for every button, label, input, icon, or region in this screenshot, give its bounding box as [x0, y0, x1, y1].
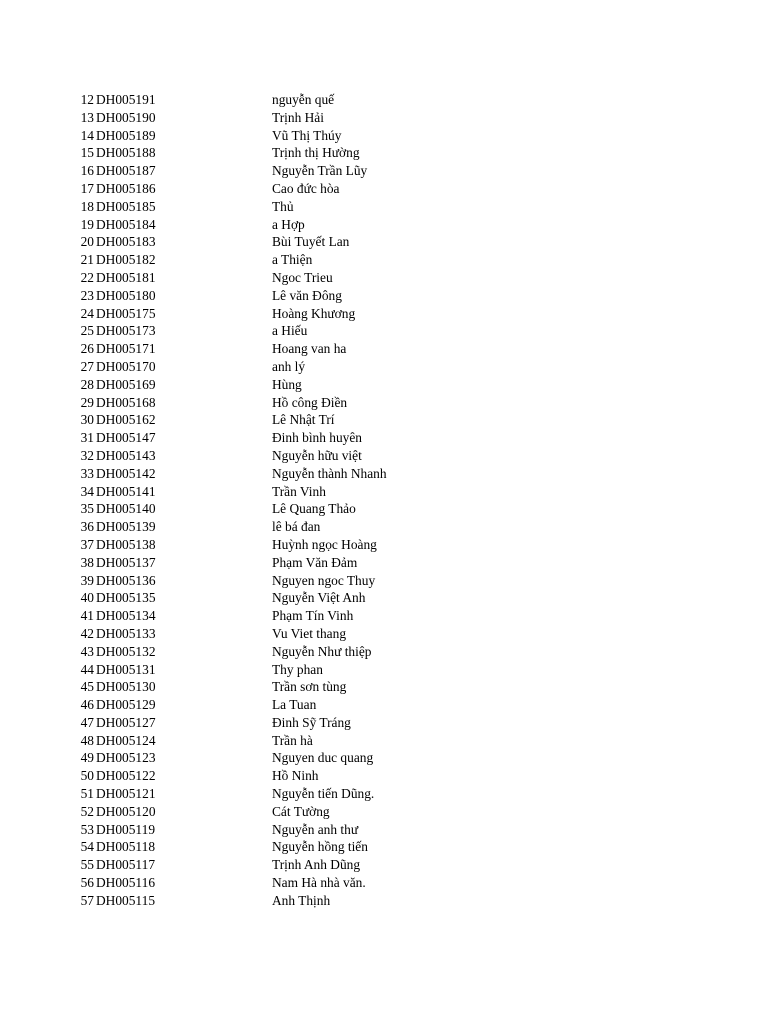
row-number: 44 [80, 661, 94, 677]
order-code: DH005136 [96, 572, 156, 588]
customer-name: Trần hà [272, 732, 313, 748]
order-code: DH005181 [96, 269, 156, 285]
order-code: DH005115 [96, 892, 156, 908]
table-row [0, 91, 768, 109]
table-row [0, 500, 768, 518]
customer-name: Nguyen duc quang [272, 750, 374, 766]
table-row [0, 144, 768, 162]
table-row [0, 892, 768, 910]
order-code: DH005173 [96, 323, 156, 339]
order-code: DH005140 [96, 501, 156, 517]
row-number: 31 [80, 430, 94, 446]
customer-name: Vu Viet thang [272, 625, 347, 641]
row-number: 28 [80, 376, 94, 392]
order-code: DH005116 [96, 875, 156, 891]
customer-name: Hoang van ha [272, 341, 347, 357]
customer-name: Hồ Ninh [272, 768, 319, 784]
order-code: DH005180 [96, 287, 156, 303]
row-number: 47 [80, 714, 94, 730]
customer-name: Nguyễn Trần Lũy [272, 163, 368, 179]
customer-name: Lê Nhật Trí [272, 412, 335, 428]
order-code: DH005141 [96, 483, 156, 499]
table-row [0, 589, 768, 607]
customer-name: Phạm Văn Đảm [272, 554, 358, 570]
row-number: 13 [80, 109, 94, 125]
customer-name: Hùng [272, 376, 302, 392]
customer-name: lê bá đan [272, 519, 321, 535]
table-row [0, 251, 768, 269]
table-row [0, 625, 768, 643]
customer-name: Nguyen ngoc Thuy [272, 572, 376, 588]
table-row [0, 305, 768, 323]
table-row [0, 233, 768, 251]
customer-name: Nguyễn hữu việt [272, 447, 362, 463]
order-code: DH005134 [96, 608, 156, 624]
table-row [0, 109, 768, 127]
customer-name: Nguyễn anh thư [272, 821, 359, 837]
order-code: DH005122 [96, 768, 156, 784]
order-code: DH005184 [96, 216, 156, 232]
table-row [0, 732, 768, 750]
row-number: 14 [80, 127, 94, 143]
order-code: DH005168 [96, 394, 156, 410]
table-row [0, 180, 768, 198]
table-row [0, 483, 768, 501]
table-row [0, 340, 768, 358]
customer-name: Trịnh thị Hường [272, 145, 360, 161]
order-code: DH005170 [96, 358, 156, 374]
row-number: 33 [80, 465, 94, 481]
row-number: 36 [80, 519, 94, 535]
table-row [0, 767, 768, 785]
row-number: 23 [80, 287, 94, 303]
table-row [0, 216, 768, 234]
order-code: DH005123 [96, 750, 156, 766]
order-code: DH005191 [96, 92, 156, 107]
row-number: 17 [80, 180, 94, 196]
table-row [0, 821, 768, 839]
row-number: 53 [80, 821, 94, 837]
table-row [0, 198, 768, 216]
customer-name: Vũ Thị Thúy [272, 127, 342, 143]
row-number: 41 [80, 608, 94, 624]
customer-name: Đinh bình huyên [272, 430, 363, 446]
row-number: 55 [80, 857, 94, 873]
customer-name: Nguyễn Như thiệp [272, 643, 372, 659]
order-code: DH005187 [96, 163, 156, 179]
row-number: 54 [80, 839, 94, 855]
table-row [0, 696, 768, 714]
order-code: DH005190 [96, 109, 156, 125]
table-row [0, 643, 768, 661]
row-number: 50 [80, 768, 94, 784]
table-row [0, 536, 768, 554]
customer-name: Cát Tường [272, 803, 330, 819]
order-code: DH005138 [96, 536, 156, 552]
order-code: DH005133 [96, 625, 156, 641]
table-row [0, 127, 768, 145]
order-code: DH005143 [96, 447, 156, 463]
row-number: 32 [80, 447, 94, 463]
customer-name: Nam Hà nhà văn. [272, 875, 366, 891]
customer-name: Trịnh Anh Dũng [272, 857, 361, 873]
customer-name: Trịnh Hải [272, 109, 324, 125]
row-number: 46 [80, 697, 94, 713]
order-code: DH005124 [96, 732, 156, 748]
order-code: DH005137 [96, 554, 156, 570]
customer-name: Lê văn Đông [272, 287, 342, 303]
order-code: DH005188 [96, 145, 156, 161]
customer-name: a Hợp [272, 216, 305, 232]
row-number: 12 [80, 92, 94, 107]
customer-name: Trần sơn tùng [272, 679, 347, 695]
table-row [0, 678, 768, 696]
row-number: 51 [80, 786, 94, 802]
row-number: 45 [80, 679, 94, 695]
row-number: 25 [80, 323, 94, 339]
customer-name: Lê Quang Thảo [272, 501, 356, 517]
table-row [0, 287, 768, 305]
table-row [0, 358, 768, 376]
customer-name: Hoàng Khương [272, 305, 356, 321]
order-code: DH005175 [96, 305, 156, 321]
order-code: DH005121 [96, 786, 156, 802]
customer-name: Đinh Sỹ Tráng [272, 714, 351, 730]
order-code: DH005171 [96, 341, 156, 357]
table-row [0, 429, 768, 447]
order-code: DH005130 [96, 679, 156, 695]
table-row [0, 394, 768, 412]
order-code: DH005117 [96, 857, 156, 873]
order-code: DH005142 [96, 465, 156, 481]
customer-name: a Thiện [272, 252, 313, 268]
row-number: 39 [80, 572, 94, 588]
row-number: 57 [80, 892, 94, 908]
row-number: 21 [80, 252, 94, 268]
row-number: 42 [80, 625, 94, 641]
row-number: 37 [80, 536, 94, 552]
customer-name: Huỳnh ngọc Hoàng [272, 536, 377, 552]
order-code: DH005183 [96, 234, 156, 250]
customer-name: anh lý [272, 358, 306, 374]
table-row [0, 785, 768, 803]
table-row [0, 607, 768, 625]
table-row [0, 749, 768, 767]
customer-name: Trần Vinh [272, 483, 326, 499]
order-code: DH005185 [96, 198, 156, 214]
customer-name: Thủ [272, 198, 294, 214]
customer-name: nguyễn quế [272, 92, 335, 107]
row-number: 40 [80, 590, 94, 606]
row-number: 15 [80, 145, 94, 161]
row-number: 18 [80, 198, 94, 214]
table-row [0, 376, 768, 394]
row-number: 19 [80, 216, 94, 232]
table-row [0, 874, 768, 892]
order-code: DH005169 [96, 376, 156, 392]
table-row [0, 322, 768, 340]
customer-name: Nguyễn tiến Dũng. [272, 786, 375, 802]
row-number: 22 [80, 269, 94, 285]
customer-name: a Hiếu [272, 323, 308, 339]
order-code: DH005182 [96, 252, 156, 268]
customer-name: Hồ công Điền [272, 394, 348, 410]
customer-name: Nguyễn Việt Anh [272, 590, 366, 606]
order-code: DH005186 [96, 180, 156, 196]
order-code: DH005147 [96, 430, 156, 446]
table-row [0, 554, 768, 572]
customer-name: Phạm Tín Vinh [272, 608, 354, 624]
table-row [0, 518, 768, 536]
customer-name: Ngoc Trieu [272, 269, 333, 285]
row-number: 30 [80, 412, 94, 428]
order-code: DH005139 [96, 519, 156, 535]
row-number: 43 [80, 643, 94, 659]
customer-name: Nguyễn hồng tiến [272, 839, 368, 855]
order-code: DH005132 [96, 643, 156, 659]
table-row [0, 447, 768, 465]
row-number: 34 [80, 483, 94, 499]
order-code: DH005119 [96, 821, 156, 837]
order-code: DH005135 [96, 590, 156, 606]
table-row [0, 714, 768, 732]
document-table [0, 91, 768, 910]
row-number: 48 [80, 732, 94, 748]
order-code: DH005118 [96, 839, 156, 855]
table-row [0, 465, 768, 483]
customer-name: Nguyễn thành Nhanh [272, 465, 387, 481]
row-number: 29 [80, 394, 94, 410]
order-code: DH005120 [96, 803, 156, 819]
row-number: 27 [80, 358, 94, 374]
row-number: 52 [80, 803, 94, 819]
customer-name: Cao đức hòa [272, 180, 340, 196]
row-number: 24 [80, 305, 94, 321]
order-code: DH005131 [96, 661, 156, 677]
customer-name: Bùi Tuyết Lan [272, 234, 350, 250]
row-number: 56 [80, 875, 94, 891]
order-code: DH005162 [96, 412, 156, 428]
order-code: DH005129 [96, 697, 156, 713]
customer-name: La Tuan [272, 697, 317, 713]
row-number: 26 [80, 341, 94, 357]
table-row [0, 269, 768, 287]
table-row [0, 803, 768, 821]
row-number: 16 [80, 163, 94, 179]
row-number: 49 [80, 750, 94, 766]
row-number: 35 [80, 501, 94, 517]
table-row [0, 411, 768, 429]
order-code: DH005189 [96, 127, 156, 143]
customer-name: Thy phan [272, 661, 323, 677]
row-number: 38 [80, 554, 94, 570]
table-row [0, 162, 768, 180]
row-number: 20 [80, 234, 94, 250]
customer-name: Anh Thịnh [272, 892, 331, 908]
table-row [0, 572, 768, 590]
table-row [0, 661, 768, 679]
table-row [0, 856, 768, 874]
order-code: DH005127 [96, 714, 156, 730]
table-row [0, 838, 768, 856]
